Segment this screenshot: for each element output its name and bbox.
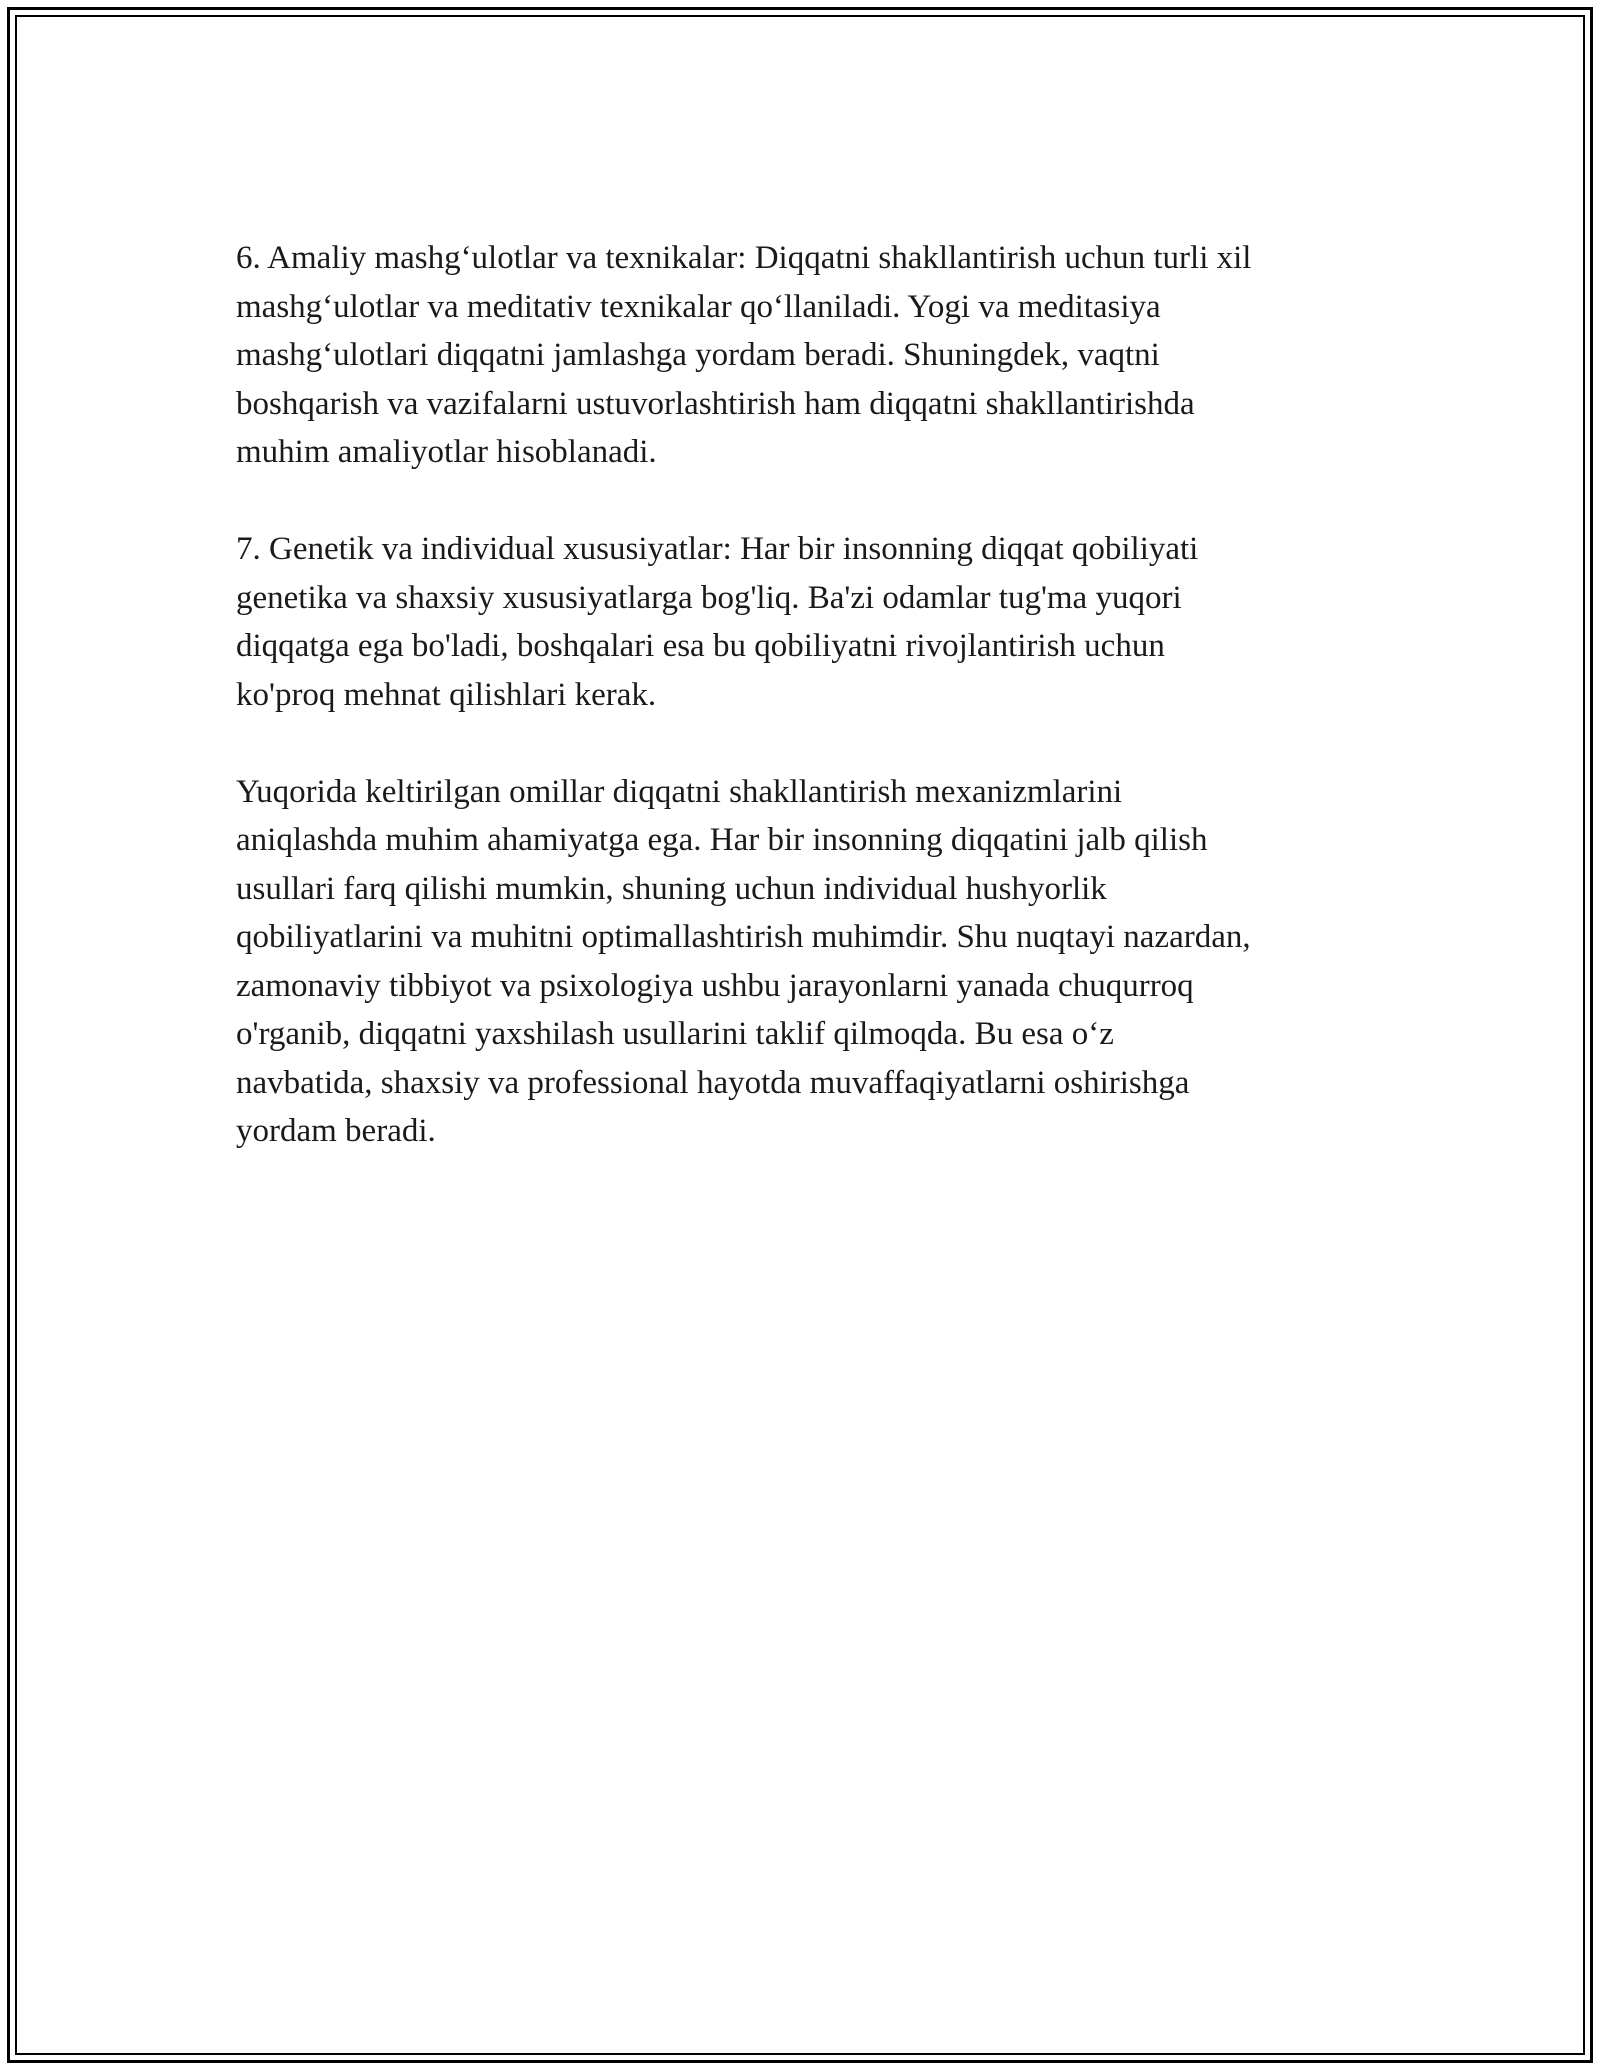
- text-line: mashg‘ulotlar va meditativ texnikalar qo‘llaniladi. Yogi va meditasiya: [236, 288, 1161, 325]
- paragraph-conclusion: [236, 768, 1386, 1156]
- document-body: [236, 234, 1386, 1204]
- text-line: 7. Genetik va individual xususiyatlar: Har bir insonning diqqat qobiliyati: [236, 531, 1199, 567]
- text-line: mashg‘ulotlari diqqatni jamlashga yordam beradi. Shuningdek, vaqtni: [236, 337, 1160, 373]
- text-line: aniqlashda muhim ahamiyatga ega. Har bir insonning diqqatini jalb qilish: [236, 822, 1208, 858]
- text-line: diqqatga ega bo'ladi, boshqalari esa bu qobiliyatni rivojlantirish uchun: [236, 628, 1165, 664]
- text-line: 6. Amaliy mashg‘ulotlar va texnikalar: Diqqatni shakllantirish uchun turli xil: [236, 240, 1252, 276]
- text-line: boshqarish va vazifalarni ustuvorlashtirish ham diqqatni shakllantirishda: [236, 385, 1195, 422]
- text-line: zamonaviy tibbiyot va psixologiya ushbu jarayonlarni yanada chuqurroq: [236, 967, 1194, 1004]
- text-line: o'rganib, diqqatni yaxshilash usullarini taklif qilmoqda. Bu esa o‘z: [236, 1016, 1114, 1052]
- text-line: ko'proq mehnat qilishlari kerak.: [236, 676, 657, 713]
- text-line: Yuqorida keltirilgan omillar diqqatni shakllantirish mexanizmlarini: [236, 773, 1123, 810]
- paragraph-genetik-xususiyatlar: [236, 525, 1386, 719]
- text-line: navbatida, shaxsiy va professional hayotda muvaffaqiyatlarni oshirishga: [236, 1064, 1190, 1101]
- text-line: yordam beradi.: [236, 1113, 436, 1149]
- text-line: muhim amaliyotlar hisoblanadi.: [236, 434, 657, 470]
- text-line: genetika va shaxsiy xususiyatlarga bog'liq. Ba'zi odamlar tug'ma yuqori: [236, 579, 1182, 616]
- text-line: usullari farq qilishi mumkin, shuning uchun individual hushyorlik: [236, 870, 1107, 907]
- text-line: qobiliyatlarini va muhitni optimallashtirish muhimdir. Shu nuqtayi nazardan,: [236, 919, 1251, 955]
- paragraph-amaliy-mashgulotlar: [236, 234, 1386, 477]
